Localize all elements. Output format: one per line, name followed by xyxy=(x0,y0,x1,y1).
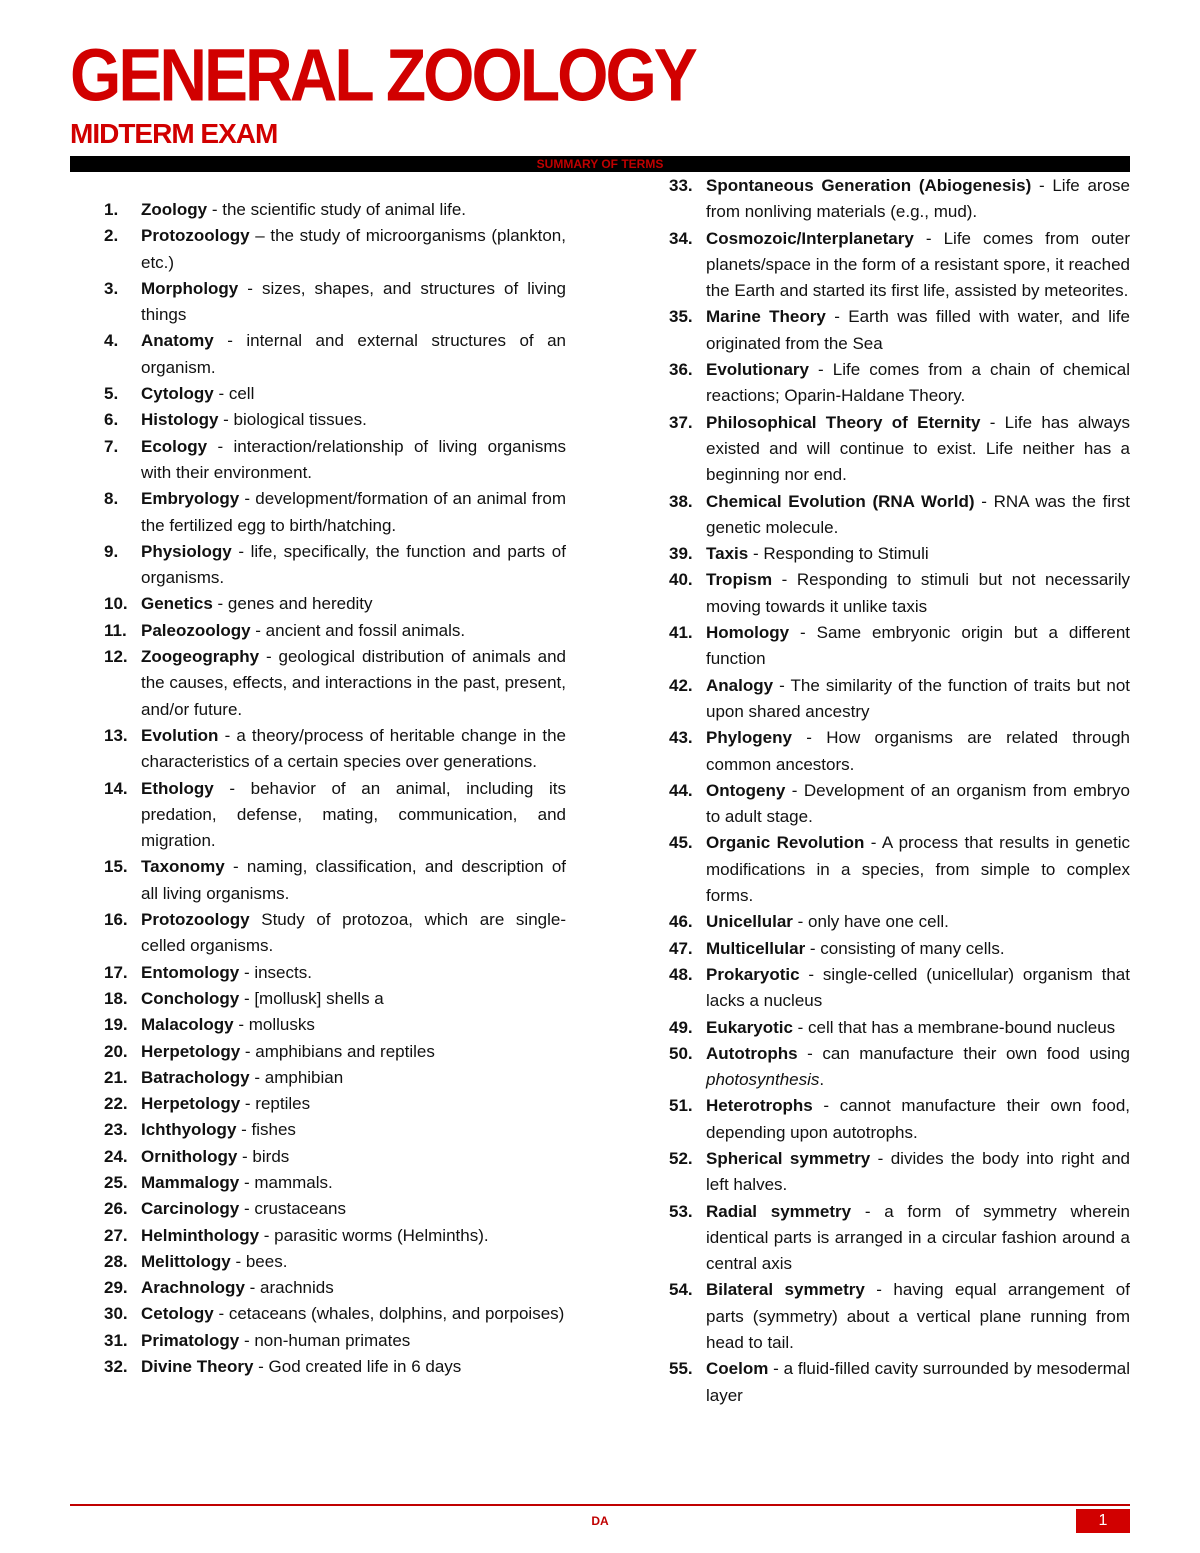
term-definition-emphasis: photosynthesis xyxy=(706,1070,820,1090)
term-name: Radial symmetry xyxy=(706,1201,852,1221)
term-definition: - development/formation of an animal from the fertilized egg to birth/hatching. xyxy=(141,489,566,535)
term-name: Unicellular xyxy=(706,912,793,932)
document-title: GENERAL ZOOLOGY xyxy=(70,33,695,117)
term-name: Bilateral symmetry xyxy=(706,1280,865,1300)
term-name: Ontogeny xyxy=(706,780,786,800)
term-item xyxy=(669,620,1130,673)
term-number: 4. xyxy=(104,331,119,351)
term-name: Herpetology xyxy=(141,1094,241,1114)
page-number: 1 xyxy=(1076,1509,1130,1533)
term-item xyxy=(669,830,1130,909)
term-item xyxy=(669,1015,1130,1041)
term-item xyxy=(104,1196,566,1222)
term-number: 12. xyxy=(104,647,128,667)
term-name: Ecology xyxy=(141,436,208,456)
term-item xyxy=(104,644,566,723)
term-definition: - single-celled (unicellular) organism that lacks a nucleus xyxy=(706,964,1130,1011)
term-definition: Study of protozoa, which are single-celled organisms. xyxy=(141,910,566,956)
term-item xyxy=(104,486,566,539)
term-name: Zoogeography xyxy=(141,647,260,667)
term-name: Helminthology xyxy=(141,1225,260,1245)
term-item xyxy=(104,1065,566,1091)
term-number: 16. xyxy=(104,910,128,930)
footer-label: DA xyxy=(591,1514,609,1528)
term-name: Cetology xyxy=(141,1304,214,1324)
term-number: 41. xyxy=(669,623,693,643)
term-item xyxy=(104,1354,566,1380)
term-number: 40. xyxy=(669,570,693,590)
term-number: 49. xyxy=(669,1017,693,1037)
term-definition: – the study of microorganisms (plankton, etc.) xyxy=(141,226,566,272)
section-label: SUMMARY OF TERMS xyxy=(536,157,664,171)
term-definition: - Responding to Stimuli xyxy=(748,544,929,564)
term-number: 8. xyxy=(104,489,119,509)
term-number: 44. xyxy=(669,780,693,800)
term-name: Spherical symmetry xyxy=(706,1148,871,1168)
term-name: Taxonomy xyxy=(141,857,225,877)
term-item xyxy=(104,1328,566,1354)
term-number: 11. xyxy=(104,620,127,640)
term-definition: - mollusks xyxy=(233,1015,315,1035)
term-name: Arachnology xyxy=(141,1278,245,1298)
term-number: 14. xyxy=(104,778,128,798)
term-number: 5. xyxy=(104,384,119,404)
term-number: 30. xyxy=(104,1304,128,1324)
term-name: Chemical Evolution (RNA World) xyxy=(706,491,975,511)
term-number: 54. xyxy=(669,1280,693,1300)
term-number: 42. xyxy=(669,675,693,695)
term-name: Philosophical Theory of Eternity xyxy=(706,412,981,432)
term-definition: - divides the body into right and left halves. xyxy=(706,1148,1130,1195)
term-name: Multicellular xyxy=(706,938,806,958)
term-name: Melittology xyxy=(141,1251,231,1271)
term-name: Autotrophs xyxy=(706,1043,798,1063)
term-definition: - The similarity of the function of traits but not upon shared ancestry xyxy=(706,675,1130,721)
term-number: 33. xyxy=(669,176,693,195)
term-name: Herpetology xyxy=(141,1041,241,1061)
term-number: 13. xyxy=(104,725,128,745)
term-number: 25. xyxy=(104,1172,128,1192)
term-item xyxy=(669,936,1130,962)
term-number: 26. xyxy=(104,1199,128,1219)
term-definition: - life, specifically, the function and parts of organisms. xyxy=(141,541,566,588)
term-item xyxy=(104,907,566,960)
term-definition: - insects. xyxy=(239,962,312,982)
term-item xyxy=(104,539,566,592)
term-name: Genetics xyxy=(141,594,213,614)
term-item xyxy=(104,1301,566,1327)
term-name: Mammalogy xyxy=(141,1172,240,1192)
term-item xyxy=(669,489,1130,542)
term-item xyxy=(104,986,566,1012)
terms-column-left xyxy=(104,197,566,1380)
term-name: Taxis xyxy=(706,544,749,564)
term-definition: - RNA was the first genetic molecule. xyxy=(706,491,1130,537)
section-band xyxy=(70,156,1130,172)
term-definition: - fishes xyxy=(236,1120,296,1140)
term-item xyxy=(104,776,566,855)
term-item xyxy=(669,1093,1130,1146)
term-number: 21. xyxy=(104,1067,128,1087)
term-definition: - reptiles xyxy=(240,1094,311,1114)
term-name: Physiology xyxy=(141,541,232,561)
term-item xyxy=(669,173,1130,226)
term-item xyxy=(669,1277,1130,1356)
term-item xyxy=(104,1249,566,1275)
term-definition: - Same embryonic origin but a different function xyxy=(706,623,1130,669)
term-item xyxy=(104,407,566,433)
term-definition: - Life arose from nonliving materials (e.g., mud). xyxy=(706,176,1130,222)
term-number: 48. xyxy=(669,964,693,984)
term-number: 37. xyxy=(669,412,693,432)
term-item xyxy=(104,434,566,487)
term-number: 10. xyxy=(104,594,128,614)
term-name: Protozoology xyxy=(141,910,250,930)
term-number: 36. xyxy=(669,360,693,380)
term-number: 17. xyxy=(104,962,128,982)
term-definition: - consisting of many cells. xyxy=(805,938,1005,958)
term-name: Protozoology xyxy=(141,226,250,246)
term-name: Heterotrophs xyxy=(706,1096,813,1116)
term-name: Evolutionary xyxy=(706,360,809,380)
term-item xyxy=(104,1144,566,1170)
term-name: Phylogeny xyxy=(706,728,792,748)
term-name: Zoology xyxy=(141,200,208,219)
term-number: 34. xyxy=(669,228,693,248)
term-item xyxy=(104,723,566,776)
term-name: Carcinology xyxy=(141,1199,240,1219)
term-definition: - non-human primates xyxy=(239,1330,411,1350)
term-definition: - a theory/process of heritable change in the characteristics of a certain species over generations. xyxy=(141,725,566,772)
term-item xyxy=(669,304,1130,357)
term-number: 6. xyxy=(104,410,119,430)
term-number: 18. xyxy=(104,988,128,1008)
term-definition: - cell xyxy=(213,384,255,404)
term-name: Conchology xyxy=(141,988,240,1008)
footer-divider xyxy=(70,1504,1130,1506)
term-item xyxy=(104,1091,566,1117)
term-definition: - Earth was filled with water, and life originated from the Sea xyxy=(706,307,1130,353)
term-definition: - a form of symmetry wherein identical parts is arranged in a circular fashion around a central axis xyxy=(706,1201,1131,1274)
term-number: 1. xyxy=(104,200,119,219)
term-name: Tropism xyxy=(706,570,773,590)
term-name: Primatology xyxy=(141,1330,240,1350)
term-definition: - Responding to stimuli but not necessarily moving towards it unlike taxis xyxy=(706,570,1130,616)
term-definition: - the scientific study of animal life. xyxy=(207,200,466,219)
term-number: 43. xyxy=(669,728,693,748)
term-item xyxy=(669,1146,1130,1199)
term-number: 27. xyxy=(104,1225,128,1245)
term-definition: - having equal arrangement of parts (symmetry) about a vertical plane running from head to tail. xyxy=(706,1280,1130,1353)
term-item xyxy=(104,223,566,276)
term-item xyxy=(104,381,566,407)
term-number: 35. xyxy=(669,307,693,327)
term-name: Spontaneous Generation (Abiogenesis) xyxy=(706,176,1032,195)
term-item xyxy=(104,591,566,617)
term-definition: - amphibians and reptiles xyxy=(240,1041,435,1061)
term-number: 19. xyxy=(104,1015,128,1035)
term-name: Marine Theory xyxy=(706,307,826,327)
term-item xyxy=(104,1012,566,1038)
term-name: Coelom xyxy=(706,1359,769,1379)
term-number: 23. xyxy=(104,1120,128,1140)
term-name: Malacology xyxy=(141,1015,234,1035)
term-name: Batrachology xyxy=(141,1067,250,1087)
term-name: Eukaryotic xyxy=(706,1017,793,1037)
term-name: Divine Theory xyxy=(141,1357,254,1377)
term-number: 51. xyxy=(669,1096,693,1116)
term-number: 3. xyxy=(104,278,119,298)
term-item xyxy=(104,276,566,329)
term-definition: - cetaceans (whales, dolphins, and porpoises) xyxy=(213,1304,565,1324)
term-definition: - crustaceans xyxy=(239,1199,347,1219)
term-item xyxy=(104,197,566,223)
term-item xyxy=(669,541,1130,567)
term-number: 2. xyxy=(104,226,119,246)
document-subtitle: MIDTERM EXAM xyxy=(70,118,278,149)
term-item xyxy=(104,618,566,644)
term-number: 31. xyxy=(104,1330,128,1350)
term-name: Histology xyxy=(141,410,219,430)
term-number: 7. xyxy=(104,436,119,456)
term-item xyxy=(104,1039,566,1065)
term-item xyxy=(669,725,1130,778)
term-item xyxy=(104,1117,566,1143)
term-definition: - amphibian xyxy=(249,1067,344,1087)
term-number: 28. xyxy=(104,1251,128,1271)
terms-column-right xyxy=(669,173,1130,1409)
term-name: Ethology xyxy=(141,778,214,798)
term-name: Cytology xyxy=(141,384,214,404)
term-number: 9. xyxy=(104,541,119,561)
term-definition: - Development of an organism from embryo to adult stage. xyxy=(706,780,1130,827)
term-definition: - interaction/relationship of living organisms with their environment. xyxy=(141,436,566,482)
term-item xyxy=(669,962,1130,1015)
term-definition: - Life comes from a chain of chemical reactions; Oparin-Haldane Theory. xyxy=(706,360,1130,406)
term-definition: - biological tissues. xyxy=(218,410,367,430)
term-definition: - arachnids xyxy=(244,1278,334,1298)
term-definition: - can manufacture their own food using xyxy=(797,1043,1130,1063)
term-number: 32. xyxy=(104,1357,128,1377)
term-definition: - [mollusk] shells a xyxy=(239,988,384,1008)
term-item xyxy=(104,960,566,986)
term-definition: - cell that has a membrane-bound nucleus xyxy=(792,1017,1116,1037)
term-definition: - a fluid-filled cavity surrounded by mesodermal layer xyxy=(706,1359,1130,1405)
term-definition: - sizes, shapes, and structures of living things xyxy=(141,278,566,325)
term-definition: - naming, classification, and description of all living organisms. xyxy=(141,857,566,903)
term-definition: - only have one cell. xyxy=(792,912,949,932)
term-number: 45. xyxy=(669,833,693,853)
term-number: 47. xyxy=(669,938,693,958)
term-item xyxy=(104,854,566,907)
term-definition-tail: . xyxy=(819,1070,825,1090)
term-number: 46. xyxy=(669,912,693,932)
term-item xyxy=(669,410,1130,489)
term-definition: - parasitic worms (Helminths). xyxy=(259,1225,489,1245)
term-number: 15. xyxy=(104,857,128,877)
term-definition: - A process that results in genetic modifications in a species, from simple to complex forms. xyxy=(706,833,1130,906)
term-name: Morphology xyxy=(141,278,239,298)
term-name: Ornithology xyxy=(141,1146,238,1166)
term-number: 39. xyxy=(669,544,693,564)
term-item xyxy=(669,1199,1130,1278)
term-definition: - Life has always existed and will continue to exist. Life neither has a beginning nor end. xyxy=(706,412,1131,485)
term-number: 29. xyxy=(104,1278,128,1298)
term-name: Paleozoology xyxy=(141,620,251,640)
term-name: Embryology xyxy=(141,489,240,509)
term-number: 52. xyxy=(669,1148,693,1168)
term-number: 50. xyxy=(669,1043,693,1063)
term-number: 53. xyxy=(669,1201,693,1221)
term-definition: - bees. xyxy=(230,1251,288,1271)
term-name: Evolution xyxy=(141,725,219,745)
term-definition: - God created life in 6 days xyxy=(253,1357,462,1377)
term-item xyxy=(104,1170,566,1196)
term-item xyxy=(669,1041,1130,1094)
term-name: Prokaryotic xyxy=(706,964,800,984)
term-definition: - Life comes from outer planets/space in the form of a resistant spore, it reached the Earth and started its first life, assisted by meteorites. xyxy=(706,228,1130,301)
term-number: 24. xyxy=(104,1146,128,1166)
term-item xyxy=(669,909,1130,935)
term-item xyxy=(104,1275,566,1301)
term-number: 55. xyxy=(669,1359,693,1379)
term-item xyxy=(669,778,1130,831)
term-name: Anatomy xyxy=(141,331,214,351)
term-definition: - mammals. xyxy=(239,1172,333,1192)
term-name: Organic Revolution xyxy=(706,833,865,853)
term-number: 38. xyxy=(669,491,693,511)
term-item xyxy=(104,328,566,381)
term-definition: - genes and heredity xyxy=(212,594,373,614)
term-name: Analogy xyxy=(706,675,774,695)
term-definition: - ancient and fossil animals. xyxy=(250,620,466,640)
term-definition: - behavior of an animal, including its predation, defense, mating, communication, and migration. xyxy=(141,778,566,851)
term-definition: - How organisms are related through common ancestors. xyxy=(706,728,1130,774)
term-item xyxy=(669,673,1130,726)
term-name: Ichthyology xyxy=(141,1120,237,1140)
term-item xyxy=(104,1223,566,1249)
term-definition: - geological distribution of animals and the causes, effects, and interactions in the past, present, and/or future. xyxy=(141,647,566,719)
term-name: Entomology xyxy=(141,962,240,982)
term-item xyxy=(669,226,1130,305)
term-name: Cosmozoic/Interplanetary xyxy=(706,228,914,248)
term-item xyxy=(669,1356,1130,1409)
term-definition: - cannot manufacture their own food, depending upon autotrophs. xyxy=(706,1096,1130,1142)
term-number: 22. xyxy=(104,1094,128,1114)
term-definition: - birds xyxy=(237,1146,290,1166)
term-definition: - internal and external structures of an organism. xyxy=(141,331,566,377)
term-item xyxy=(669,567,1130,620)
term-item xyxy=(669,357,1130,410)
term-name: Homology xyxy=(706,623,790,643)
term-number: 20. xyxy=(104,1041,128,1061)
